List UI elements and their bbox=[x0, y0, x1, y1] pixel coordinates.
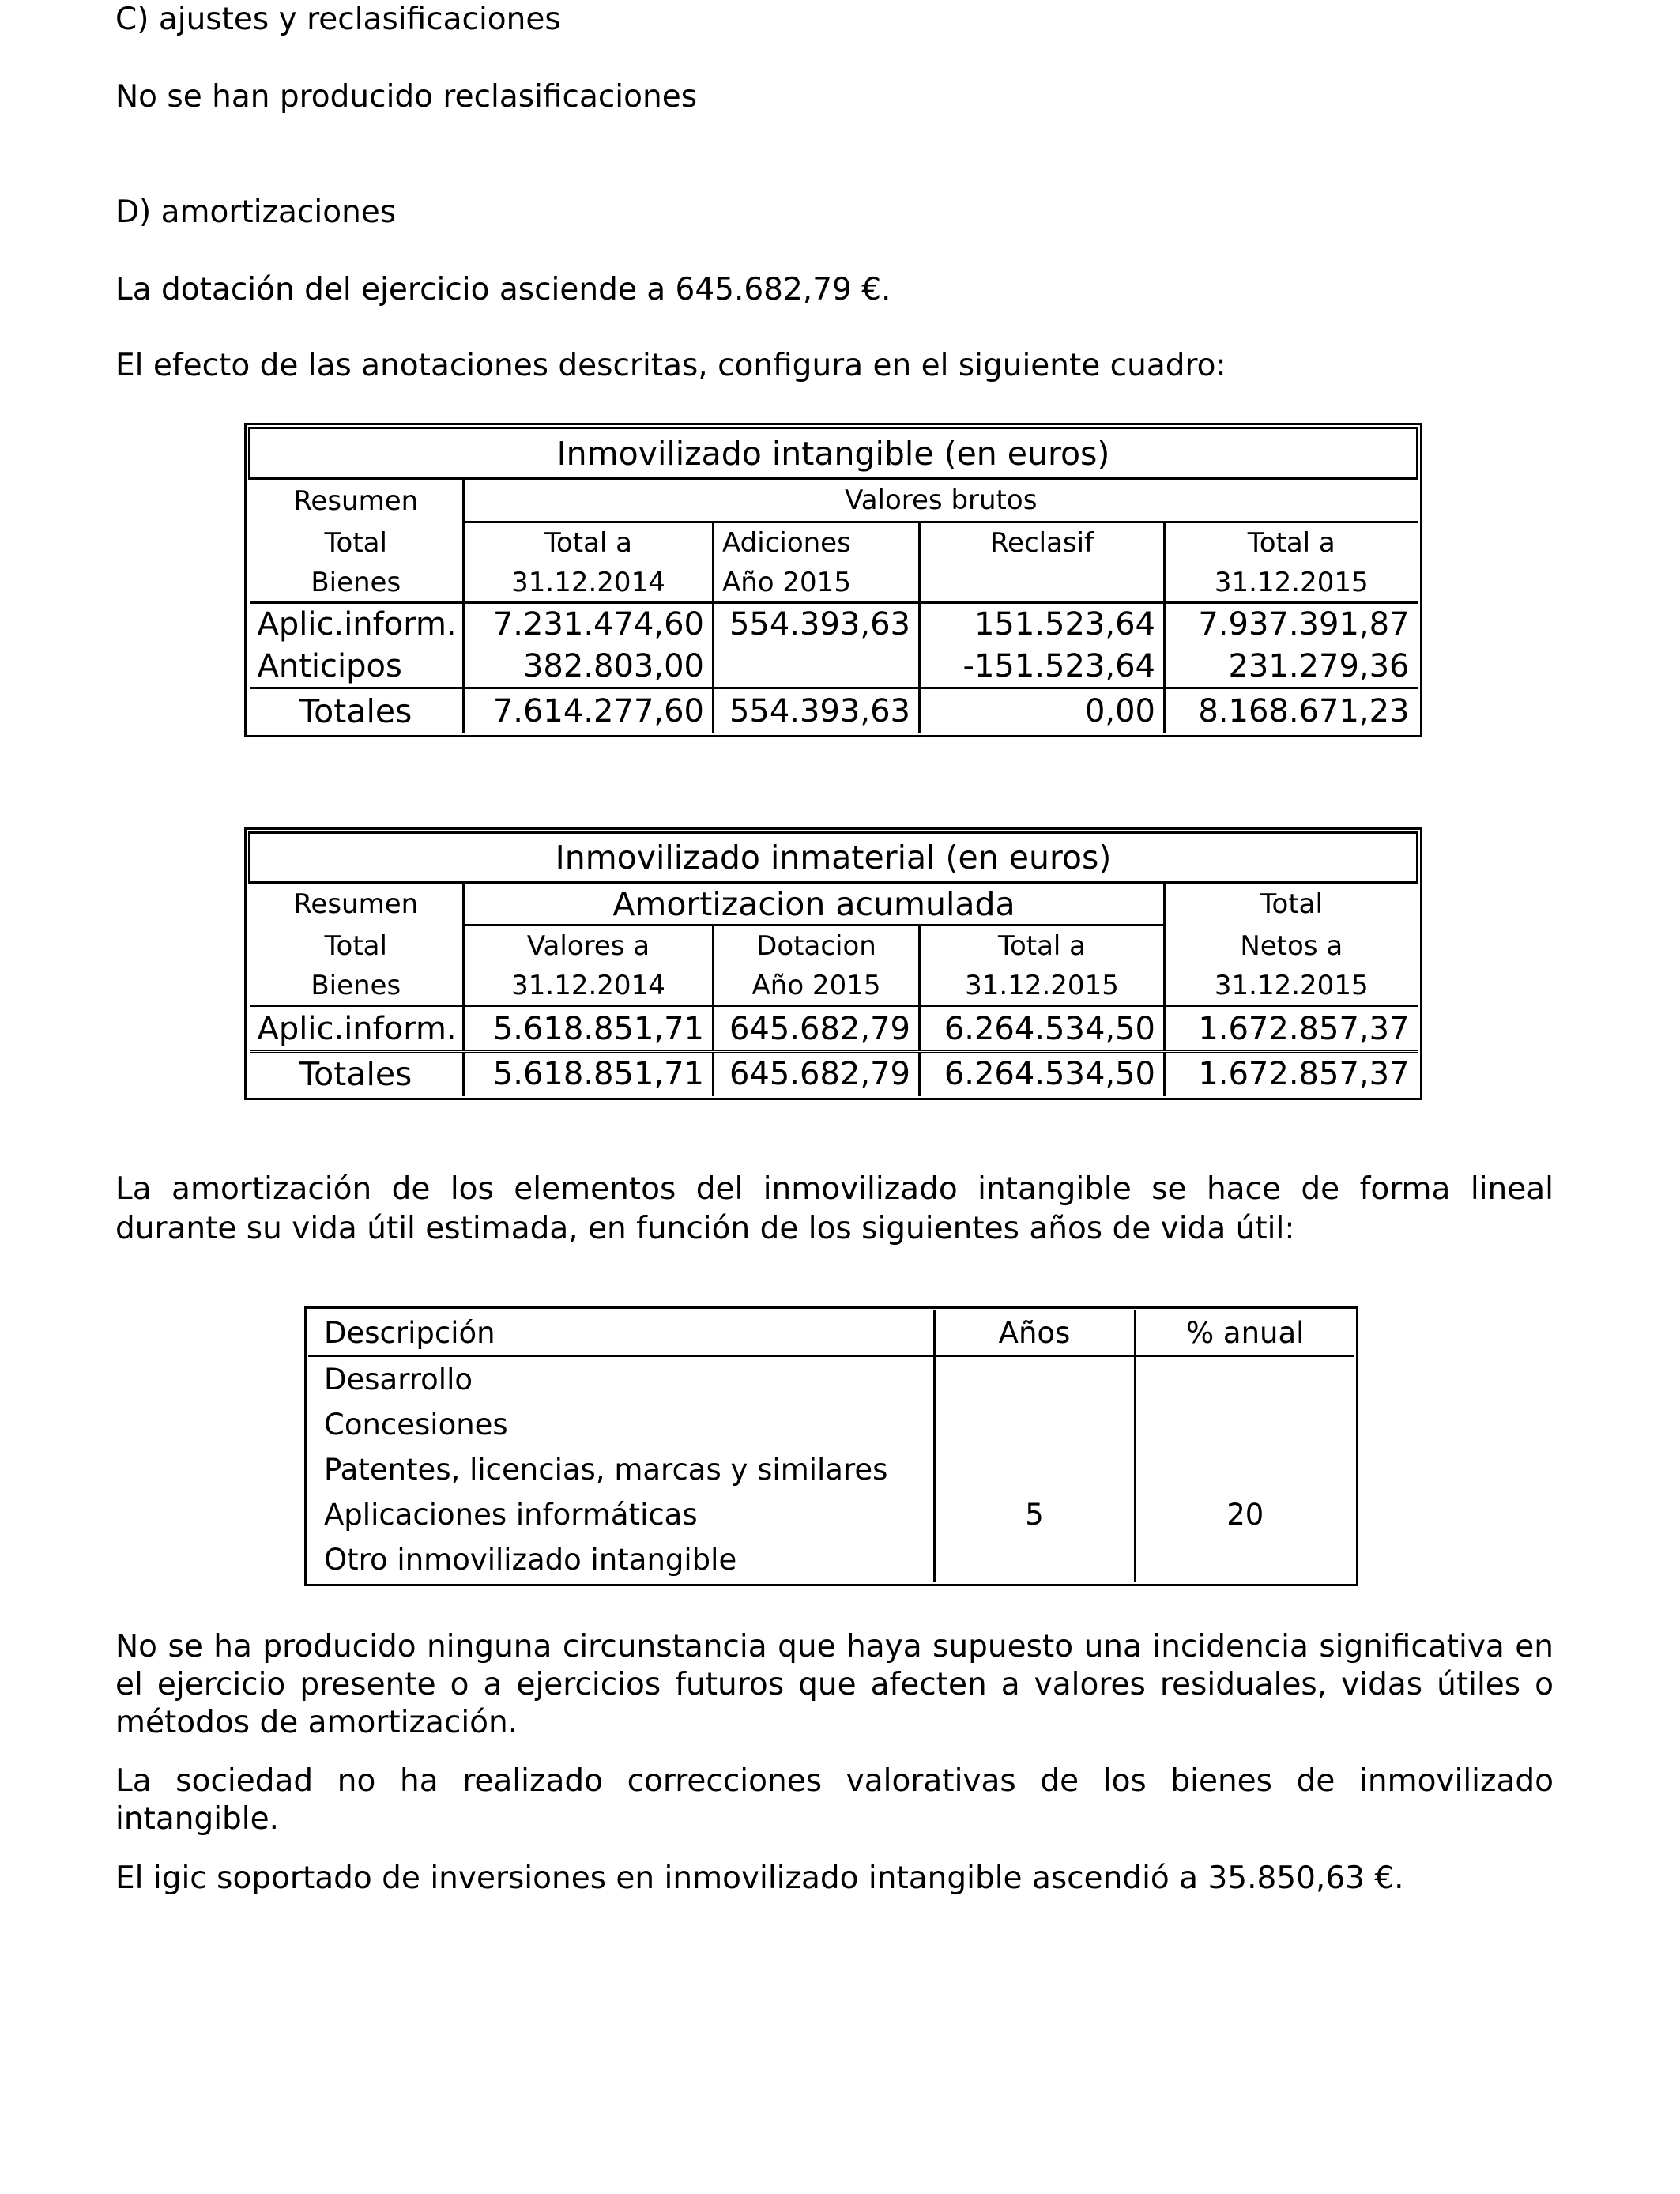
col-header-date-2014: 31.12.2014 bbox=[464, 967, 714, 1006]
col-header-dotacion: Dotacion bbox=[714, 925, 920, 967]
cell-value bbox=[714, 646, 920, 688]
item-label: Patentes, licencias, marcas y similares bbox=[308, 1447, 934, 1492]
section-c-heading: C) ajustes y reclasificaciones bbox=[115, 2, 561, 37]
list-item bbox=[308, 1402, 1354, 1447]
igic-text: El igic soportado de inversiones en inmovilizado intangible ascendió a 35.850,63 €. bbox=[115, 1860, 1404, 1896]
cell-value: 554.393,63 bbox=[714, 603, 920, 646]
cell-value: -151.523,64 bbox=[920, 646, 1165, 688]
years-value: 5 bbox=[934, 1492, 1135, 1537]
item-label: Otro inmovilizado intangible bbox=[308, 1537, 934, 1582]
item-label: Concesiones bbox=[308, 1402, 934, 1447]
cell-value: 382.803,00 bbox=[464, 646, 714, 688]
header-anos: Años bbox=[934, 1310, 1135, 1356]
table-row bbox=[250, 646, 1418, 688]
effect-intro-text: El efecto de las anotaciones descritas, configura en el siguiente cuadro: bbox=[115, 348, 1226, 383]
valores-brutos-header: Valores brutos bbox=[464, 479, 1418, 522]
col-header-reclasif: Reclasif bbox=[920, 522, 1165, 564]
col-header-year-2015: Año 2015 bbox=[714, 967, 920, 1006]
cell-value: 645.682,79 bbox=[714, 1006, 920, 1052]
table-title: Inmovilizado inmaterial (en euros) bbox=[250, 833, 1418, 883]
col-header-bienes: Bienes bbox=[250, 967, 464, 1006]
table-row bbox=[250, 603, 1418, 646]
col-header-netos: Netos a bbox=[1240, 929, 1343, 962]
col-header-netos-date: 31.12.2015 bbox=[1214, 969, 1369, 1001]
cell-value: 5.618.851,71 bbox=[464, 1052, 714, 1096]
list-item bbox=[308, 1356, 1354, 1403]
col-header-date-2015: 31.12.2015 bbox=[920, 967, 1165, 1006]
inmaterial-assets-table bbox=[248, 831, 1418, 1096]
table-title: Inmovilizado intangible (en euros) bbox=[250, 428, 1418, 479]
col-header-date-2014: 31.12.2014 bbox=[464, 564, 714, 603]
col-header-year-2015: Año 2015 bbox=[714, 564, 920, 603]
col-header-total-2015: Total a bbox=[1247, 527, 1335, 560]
cell-value: 231.279,36 bbox=[1228, 647, 1410, 684]
list-item bbox=[308, 1537, 1354, 1582]
amort-acumulada-header: Amortizacion acumulada bbox=[464, 883, 1165, 925]
col-header-valores-2014: Valores a bbox=[464, 925, 714, 967]
useful-life-table bbox=[308, 1310, 1354, 1582]
cell-value: 7.231.474,60 bbox=[464, 603, 714, 646]
col-header-total: Total bbox=[250, 522, 464, 564]
section-d-text: La dotación del ejercicio asciende a 645.682,79 €. bbox=[115, 272, 891, 307]
totals-label: Totales bbox=[250, 1052, 464, 1096]
cell-value: 5.618.851,71 bbox=[464, 1006, 714, 1052]
row-label: Aplic.inform. bbox=[250, 1006, 464, 1052]
cell-value: 8.168.671,23 bbox=[1165, 688, 1418, 733]
list-item bbox=[308, 1492, 1354, 1537]
col-header-reclasif-sub bbox=[920, 564, 1165, 603]
totals-row bbox=[250, 1052, 1418, 1096]
cell-value: 1.672.857,37 bbox=[1165, 1052, 1418, 1096]
cell-value: 1.672.857,37 bbox=[1165, 1006, 1418, 1052]
col-header-total: Total bbox=[250, 925, 464, 967]
header-pct-anual: % anual bbox=[1135, 1310, 1354, 1356]
list-item bbox=[308, 1447, 1354, 1492]
cell-value: 645.682,79 bbox=[714, 1052, 920, 1096]
header-descripcion: Descripción bbox=[308, 1310, 934, 1356]
col-header-bienes: Bienes bbox=[250, 564, 464, 603]
row-label: Anticipos bbox=[250, 646, 464, 688]
cell-value: 6.264.534,50 bbox=[920, 1006, 1165, 1052]
cell-value: 7.937.391,87 bbox=[1165, 603, 1418, 646]
amortization-text: La amortización de los elementos del inmovilizado intangible se hace de forma lineal durante su vida útil estimada, en función de los siguientes años de vida útil: bbox=[115, 1171, 1554, 1246]
cell-value: 0,00 bbox=[920, 688, 1165, 733]
totals-row bbox=[250, 688, 1418, 733]
col-header-total-2014: Total a bbox=[464, 522, 714, 564]
corrections-text: La sociedad no ha realizado correcciones valorativas de los bienes de inmovilizado intangible. bbox=[115, 1763, 1554, 1837]
table-row bbox=[250, 1006, 1418, 1052]
col-header-date-2015: 31.12.2015 bbox=[1214, 566, 1369, 598]
intangible-assets-table bbox=[248, 427, 1418, 733]
cell-value: 554.393,63 bbox=[714, 688, 920, 733]
col-header-adiciones: Adiciones bbox=[714, 522, 920, 564]
annual-pct-value: 20 bbox=[1226, 1498, 1264, 1532]
col-header-total-2015: Total a bbox=[920, 925, 1165, 967]
incidence-text: No se ha producido ninguna circunstancia que haya supuesto una incidencia significativa en el ejercicio presente o a ejercicios futuros que afecten a valores residuales, vidas útiles o métodos de amortización. bbox=[115, 1629, 1554, 1740]
section-c-text: No se han producido reclasificaciones bbox=[115, 79, 698, 115]
resumen-header: Resumen bbox=[250, 479, 464, 522]
cell-value: 7.614.277,60 bbox=[464, 688, 714, 733]
row-label: Aplic.inform. bbox=[250, 603, 464, 646]
cell-value: 6.264.534,50 bbox=[920, 1052, 1165, 1096]
section-d-heading: D) amortizaciones bbox=[115, 194, 397, 230]
cell-value: 151.523,64 bbox=[920, 603, 1165, 646]
resumen-header: Resumen bbox=[250, 883, 464, 925]
col-header-total-netos: Total bbox=[1260, 888, 1323, 921]
totals-label: Totales bbox=[250, 688, 464, 733]
item-label: Aplicaciones informáticas bbox=[308, 1492, 934, 1537]
item-label: Desarrollo bbox=[308, 1356, 934, 1403]
